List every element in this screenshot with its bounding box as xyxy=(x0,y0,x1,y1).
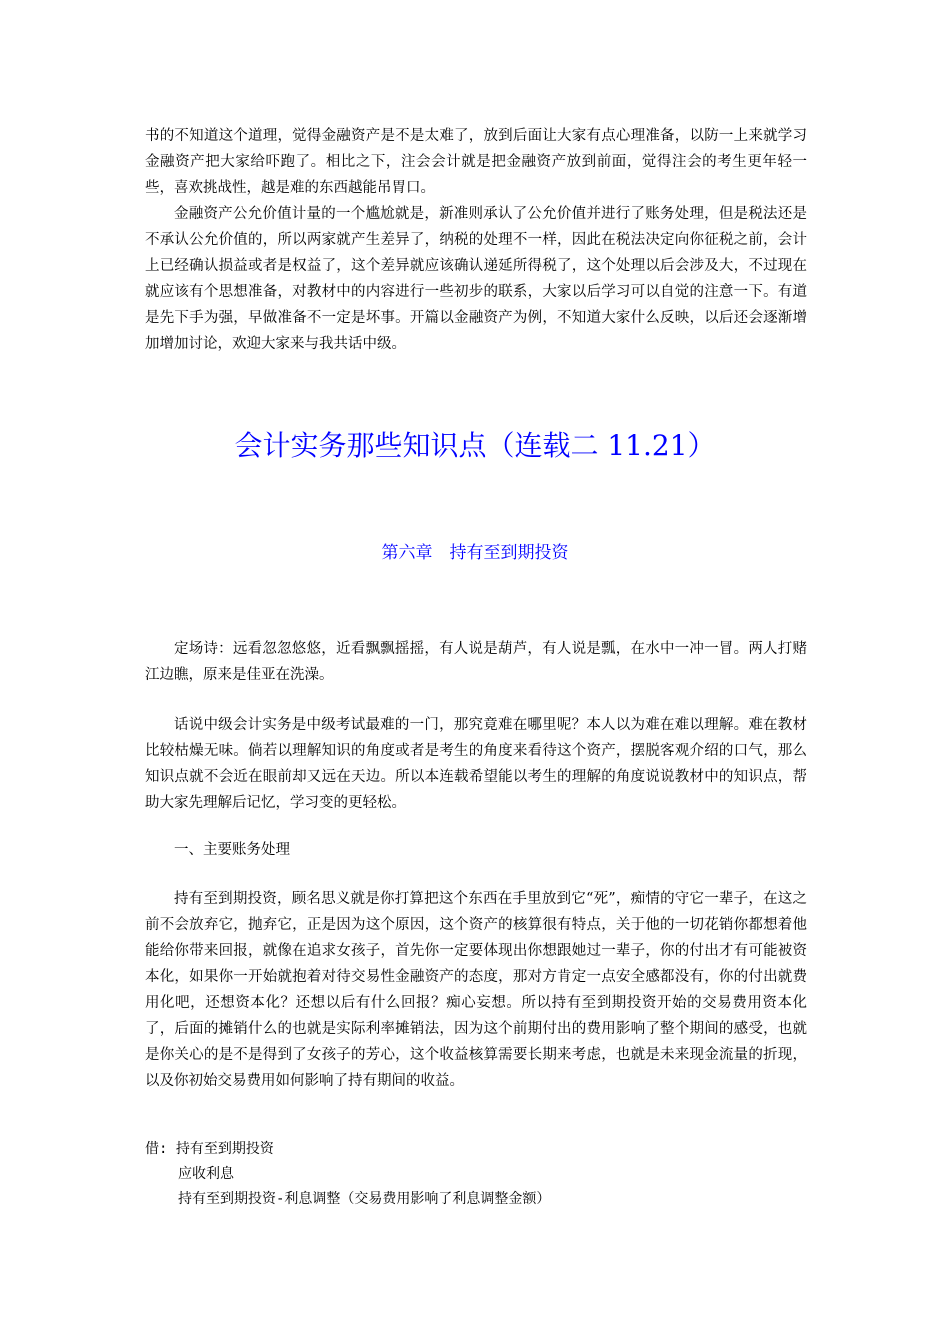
paragraph-htm-explanation: 持有至到期投资，顾名思义就是你打算把这个东西在手里放到它“死”，痴情的守它一辈子，在这之前不会放弃它，抛弃它，正是因为这个原因，这个资产的核算很有特点，关于他的一切花销你都想着他能给你带来回报，就像在追求女孩子，首先你一定要体现出你想跟她过一辈子，你的付出才有可能被资本化，如果你一开始就抱着对待交易性金融资产的态度，那对方肯定一点安全感都没有，你的付出就费用化吧，还想资本化？还想以后有什么回报？痴心妄想。所以持有至到期投资开始的交易费用资本化了，后面的摊销什么的也就是实际利率摊销法，因为这个前期付出的费用影响了整个期间的感受，也就是你关心的是不是得到了女孩子的芳心，这个收益核算需要长期来考虑，也就是未来现金流量的折现，以及你初始交易费用如何影响了持有期间的收益。 xyxy=(145,891,807,1089)
paragraph-fair-value: 金融资产公允价值计量的一个尴尬就是，新准则承认了公允价值并进行了账务处理，但是税法还是不承认公允价值的，所以两家就产生差异了，纳税的处理不一样，因此在税法决定向你征税之前，会计上已经确认损益或者是权益了，这个差异就应该确认递延所得税了，这个处理以后会涉及大，不过现在就应该有个思想准备，对教材中的内容进行一些初步的联系，大家以后学习可以自觉的注意一下。有道是先下手为强，早做准备不一定是坏事。开篇以金融资产为例，不知道大家什么反映，以后还会逐渐增加增加讨论，欢迎大家来与我共话中级。 xyxy=(145,206,807,352)
paragraph-introduction: 话说中级会计实务是中级考试最难的一门，那究竟难在哪里呢？本人以为难在难以理解。难在教材比较枯燥无味。倘若以理解知识的角度或者是考生的角度来看待这个资产，摆脱客观介绍的口气，那么知识点就不会近在眼前却又远在天边。所以本连载希望能以考生的理解的角度说说教材中的知识点，帮助大家先理解后记忆，学习变的更轻松。 xyxy=(145,717,807,811)
journal-entry-interest-adjustment: 持有至到期投资-利息调整（交易费用影响了利息调整金额） xyxy=(178,1191,551,1207)
paragraph-intro-continued: 书的不知道这个道理，觉得金融资产是不是太难了，放到后面让大家有点心理准备，以防一上来就学习金融资产把大家给吓跑了。相比之下，注会会计就是把金融资产放到前面，觉得注会的考生更年轻一些，喜欢挑战性，越是难的东西越能吊胃口。 xyxy=(145,128,807,196)
journal-entry-interest-receivable: 应收利息 xyxy=(178,1166,234,1182)
chapter-title: 第六章 持有至到期投资 xyxy=(381,543,569,563)
paragraph-poem: 定场诗：远看忽忽悠悠，近看飘飘摇摇，有人说是葫芦，有人说是瓢，在水中一冲一冒。两人打赌江边瞧，原来是佳亚在洗澡。 xyxy=(145,641,807,683)
journal-entry-debit: 借: 持有至到期投资 xyxy=(145,1141,274,1157)
article-title: 会计实务那些知识点（连载二 11.21） xyxy=(234,429,716,462)
section-heading: 一、主要账务处理 xyxy=(174,842,290,858)
